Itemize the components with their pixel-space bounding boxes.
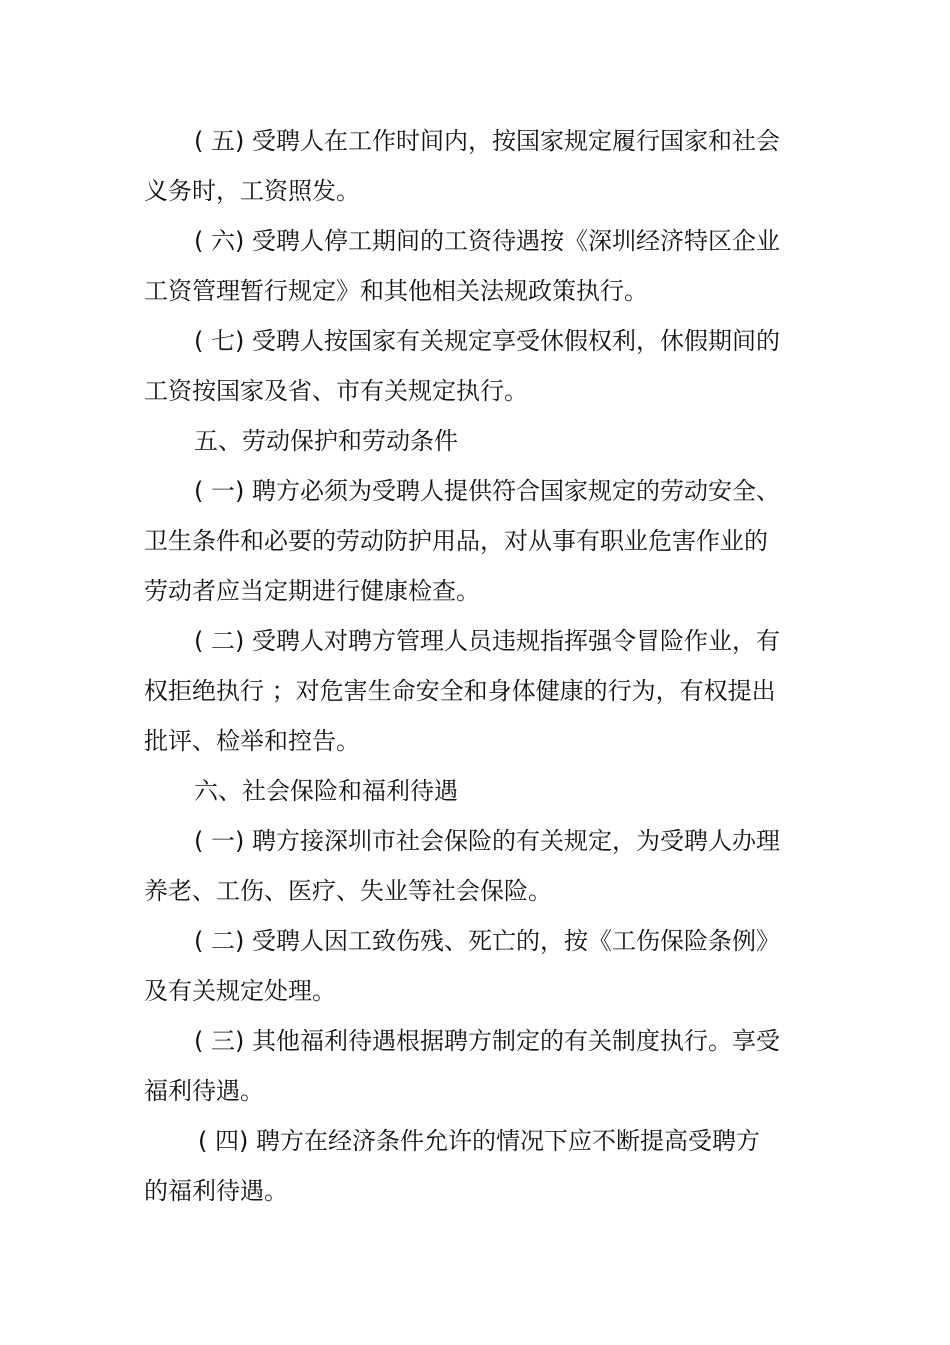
clause-5-2-line-3: 批评、检举和控告。 [144, 727, 360, 755]
clause-4-5-line-2: 义务时，工资照发。 [144, 177, 360, 205]
clause-5-1-line-3: 劳动者应当定期进行健康检查。 [144, 577, 480, 605]
clause-6-2-line-2: 及有关规定处理。 [144, 977, 336, 1005]
clause-4-6-line-1: ( 六) 受聘人停工期间的工资待遇按《深圳经济特区企业 [194, 227, 780, 255]
clause-6-4-line-1: ( 四) 聘方在经济条件允许的情况下应不断提高受聘方 [198, 1127, 760, 1155]
section-6-heading: 六、社会保险和福利待遇 [194, 777, 458, 805]
clause-6-1-line-1: ( 一) 聘方接深圳市社会保险的有关规定，为受聘人办理 [194, 827, 780, 855]
clause-6-4-line-2: 的福利待遇。 [144, 1177, 288, 1205]
section-5-heading: 五、劳动保护和劳动条件 [194, 427, 458, 455]
clause-5-2-line-2: 权拒绝执行 ；对危害生命安全和身体健康的行为，有权提出 [144, 677, 776, 705]
clause-5-1-line-1: ( 一) 聘方必须为受聘人提供符合国家规定的劳动安全、 [194, 477, 780, 505]
clause-6-2-line-1: ( 二) 受聘人因工致伤残、死亡的，按《工伤保险条例》 [194, 927, 780, 955]
clause-4-7-line-1: ( 七) 受聘人按国家有关规定享受休假权利，休假期间的 [194, 327, 780, 355]
clause-4-7-line-2: 工资按国家及省、市有关规定执行。 [144, 377, 528, 405]
clause-6-3-line-1: ( 三) 其他福利待遇根据聘方制定的有关制度执行。享受 [194, 1027, 780, 1055]
clause-4-5-line-1: ( 五) 受聘人在工作时间内，按国家规定履行国家和社会 [194, 127, 780, 155]
clause-5-2-line-1: ( 二) 受聘人对聘方管理人员违规指挥强令冒险作业，有 [194, 627, 780, 655]
clause-6-3-line-2: 福利待遇。 [144, 1077, 264, 1105]
clause-5-1-line-2: 卫生条件和必要的劳动防护用品，对从事有职业危害作业的 [144, 527, 768, 555]
clause-4-6-line-2: 工资管理暂行规定》和其他相关法规政策执行。 [144, 277, 648, 305]
clause-6-1-line-2: 养老、工伤、医疗、失业等社会保险。 [144, 877, 552, 905]
